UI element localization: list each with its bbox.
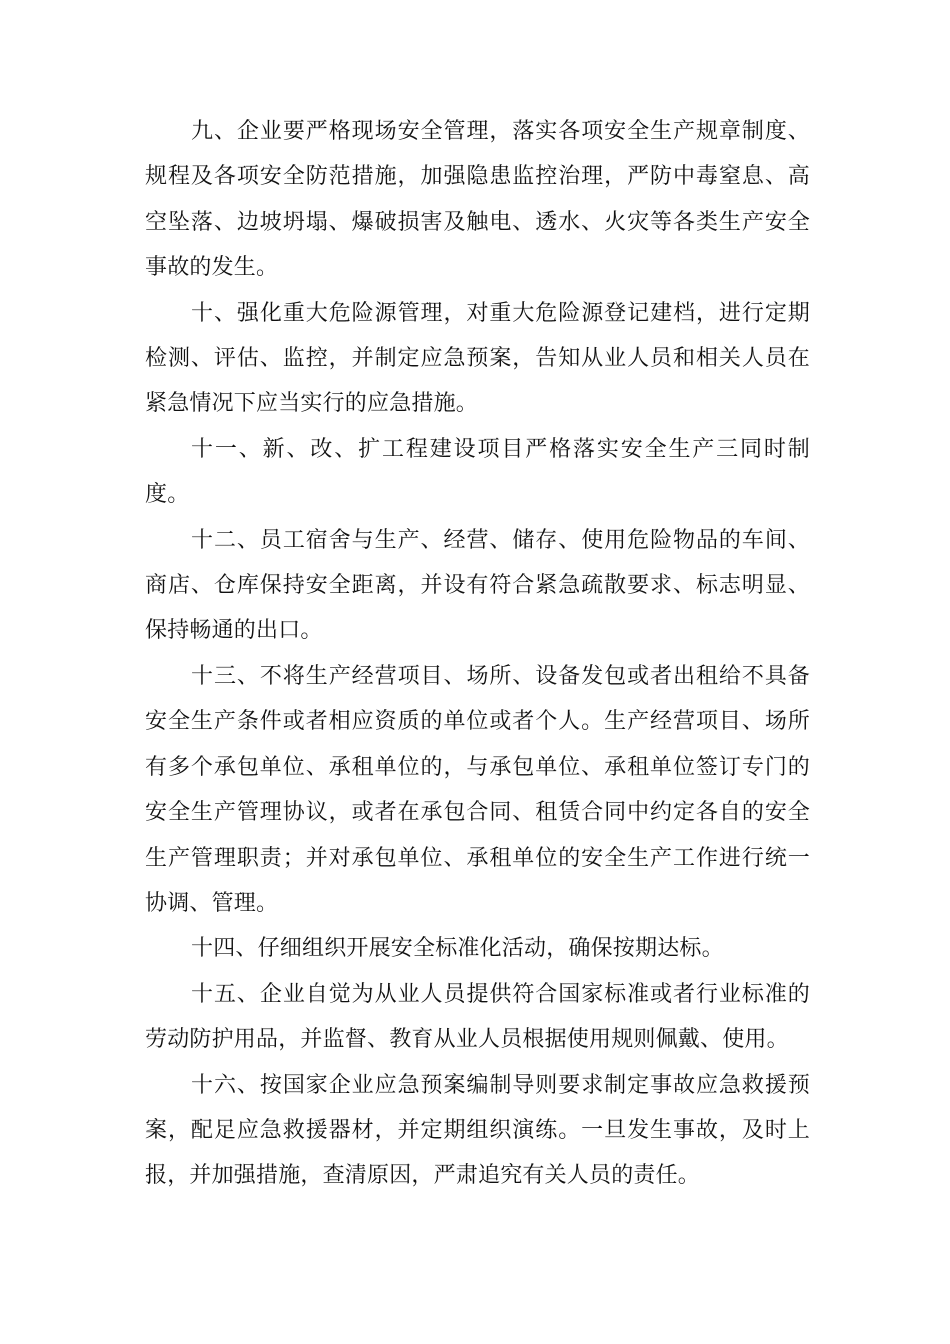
paragraph-item-13: 十三、不将生产经营项目、场所、设备发包或者出租给不具备安全生产条件或者相应资质的单位或者个人。生产经营项目、场所有多个承包单位、承租单位的，与承包单位、承租单位签订专门的安全生产管理协议，或者在承包合同、租赁合同中约定各自的安全生产管理职责；并对承包单位、承租单位的安全生产工作进行统一协调、管理。 <box>145 663 810 916</box>
paragraph-item-14: 十四、仔细组织开展安全标准化活动，确保按期达标。 <box>191 936 724 962</box>
paragraph-item-9: 九、企业要严格现场安全管理，落实各项安全生产规章制度、规程及各项安全防范措施，加强隐患监控治理，严防中毒窒息、高空坠落、边坡坍塌、爆破损害及触电、透水、火灾等各类生产安全事故的发生。 <box>145 119 810 281</box>
paragraph-item-15: 十五、企业自觉为从业人员提供符合国家标准或者行业标准的劳动防护用品，并监督、教育从业人员根据使用规则佩戴、使用。 <box>145 981 810 1053</box>
paragraph-item-11: 十一、新、改、扩工程建设项目严格落实安全生产三同时制度。 <box>145 436 810 508</box>
paragraph-item-12: 十二、员工宿舍与生产、经营、储存、使用危险物品的车间、商店、仓库保持安全距离，并设有符合紧急疏散要求、标志明显、保持畅通的出口。 <box>145 527 810 644</box>
paragraph-item-10: 十、强化重大危险源管理，对重大危险源登记建档，进行定期检测、评估、监控，并制定应急预案，告知从业人员和相关人员在紧急情况下应当实行的应急措施。 <box>145 300 810 417</box>
paragraph-item-16: 十六、按国家企业应急预案编制导则要求制定事故应急救援预案，配足应急救援器材，并定期组织演练。一旦发生事故，及时上报，并加强措施，查清原因，严肃追究有关人员的责任。 <box>145 1072 810 1189</box>
document-body <box>145 109 810 1199</box>
